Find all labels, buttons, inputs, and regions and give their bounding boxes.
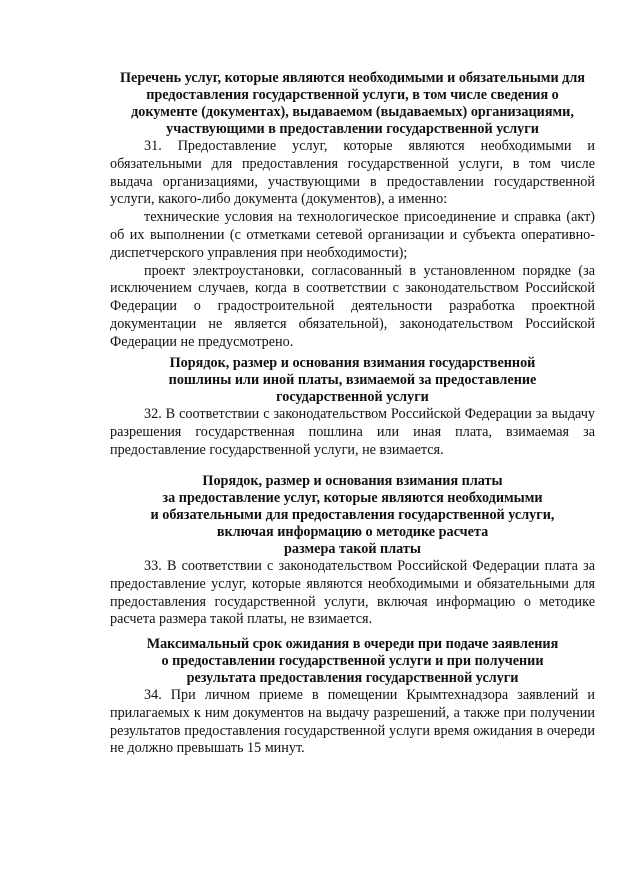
heading-line: включая информацию о методике расчета bbox=[216, 524, 489, 540]
heading-line: документе (документах), выдаваемом (выдаваемых) организациями, bbox=[131, 104, 574, 120]
heading-line: Перечень услуг, которые являются необходимыми и обязательными для bbox=[120, 70, 585, 86]
heading-line: за предоставление услуг, которые являются необходимыми bbox=[162, 490, 543, 506]
section-heading bbox=[110, 473, 595, 558]
heading-line: и обязательными для предоставления государственной услуги, bbox=[150, 507, 555, 523]
heading-line: Порядок, размер и основания взимания государственной bbox=[169, 355, 536, 371]
section-heading bbox=[110, 70, 595, 138]
section-queue-time bbox=[110, 636, 595, 758]
paragraph-project: проект электроустановки, согласованный в установленном порядке (за исключением случаев, когда в соответствии с законодательством Российской Федерации о градостроительной деятельности разработка проектной документации не является обязательной), законодательством Российской Федерации не предусмотрено. bbox=[110, 262, 595, 350]
paragraph-technical-conditions: технические условия на технологическое присоединение и справка (акт) об их выполнении (с отметками сетевой организации и субъекта оперативно-диспетчерского управления при необходимости); bbox=[110, 209, 595, 261]
heading-line: государственной услуги bbox=[276, 389, 429, 405]
heading-line: предоставления государственной услуги, в том числе сведения о bbox=[146, 87, 559, 103]
heading-line: пошлины или иной платы, взимаемой за предоставление bbox=[168, 372, 537, 388]
section-service-fee bbox=[110, 473, 595, 629]
paragraph-32: 32. В соответствии с законодательством Российской Федерации за выдачу разрешения государственная пошлина или иная плата, взимаемая за предоставление государственной услуги, не взимается. bbox=[110, 406, 595, 458]
section-required-services bbox=[110, 70, 595, 352]
heading-line: участвующими в предоставлении государственной услуги bbox=[166, 121, 539, 137]
heading-line: размера такой платы bbox=[284, 541, 421, 557]
paragraph-34: 34. При личном приеме в помещении Крымтехнадзора заявлений и прилагаемых к ним документов на выдачу разрешений, а также при получении результатов предоставления государственной услуги время ожидания в очереди не должно превышать 15 минут. bbox=[110, 687, 595, 757]
section-state-fee bbox=[110, 355, 595, 459]
heading-line: результата предоставления государственной услуги bbox=[186, 670, 519, 686]
paragraph-31: 31. Предоставление услуг, которые являются необходимыми и обязательными для предоставления государственной услуги, в том числе выдача организациями, участвующими в предоставлении государственной услуги, какого-либо документа (документов), а именно: bbox=[110, 138, 595, 208]
section-heading bbox=[110, 355, 595, 406]
heading-line: Порядок, размер и основания взимания платы bbox=[202, 473, 503, 489]
paragraph-33: 33. В соответствии с законодательством Российской Федерации плата за предоставление услуг, которые являются необходимыми и обязательными для предоставления государственной услуги, включая информацию о методике расчета размера такой платы, не взимается. bbox=[110, 558, 595, 628]
heading-line: Максимальный срок ожидания в очереди при подаче заявления bbox=[146, 636, 559, 652]
section-heading bbox=[110, 636, 595, 687]
heading-line: о предоставлении государственной услуги и при получении bbox=[161, 653, 544, 669]
